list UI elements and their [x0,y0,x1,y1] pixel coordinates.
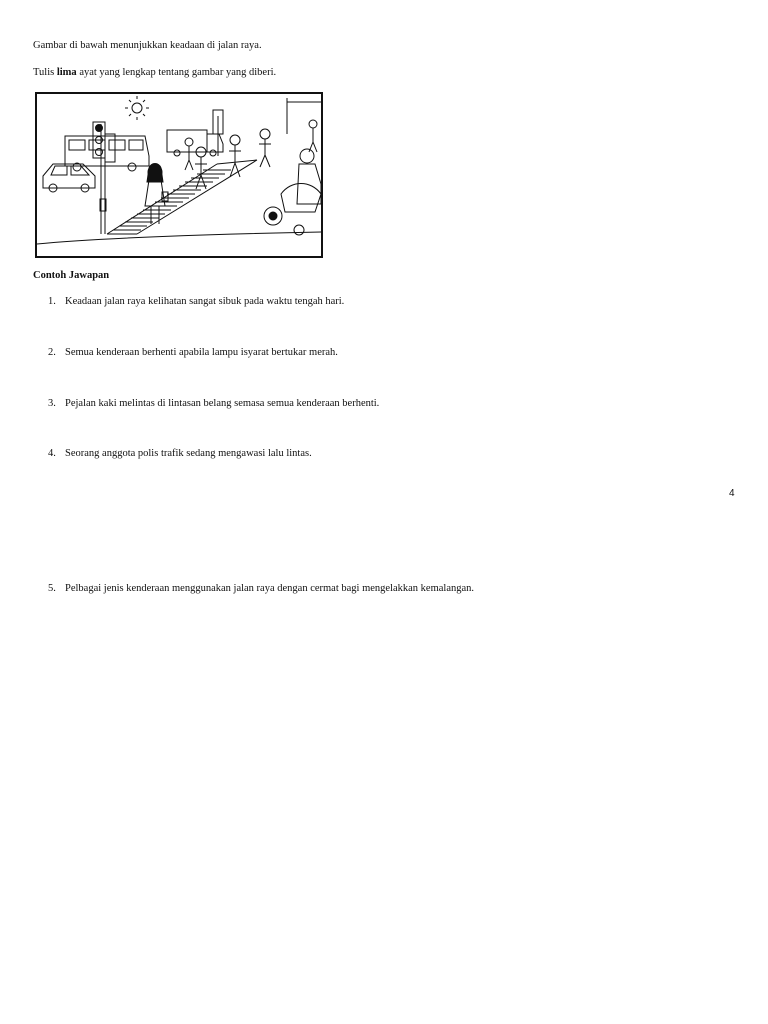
instruction-suffix: ayat yang lengkap tentang gambar yang diberi. [76,67,277,78]
answer-text: Pelbagai jenis kenderaan menggunakan jalan raya dengan cermat bagi mengelakkan kemalangan. [65,583,475,594]
answer-text: Seorang anggota polis trafik sedang mengawasi lalu lintas. [65,448,312,459]
street-crossing-illustration-icon [37,94,321,256]
instruction-prefix: Tulis [33,67,57,78]
answer-number: 2. [48,347,56,358]
street-scene-figure [35,92,323,258]
instruction-emphasis: lima [56,67,77,78]
answer-number: 3. [48,398,56,409]
page-number: 4 [729,488,735,499]
answer-item-3 [48,398,379,411]
intro-text: Gambar di bawah menunjukkan keadaan di jalan raya. [33,40,262,51]
answer-item-5 [48,583,474,596]
instruction-text [33,67,276,80]
answer-text: Keadaan jalan raya kelihatan sangat sibuk pada waktu tengah hari. [65,296,345,307]
answer-text: Pejalan kaki melintas di lintasan belang semasa semua kenderaan berhenti. [65,398,380,409]
answer-item-2 [48,347,338,360]
answer-text: Semua kenderaan berhenti apabila lampu isyarat bertukar merah. [65,347,338,358]
answer-number: 5. [48,583,56,594]
answer-number: 1. [48,296,56,307]
answer-item-4 [48,448,312,461]
answer-item-1 [48,296,344,309]
answer-number: 4. [48,448,56,459]
answers-heading: Contoh Jawapan [33,270,110,281]
